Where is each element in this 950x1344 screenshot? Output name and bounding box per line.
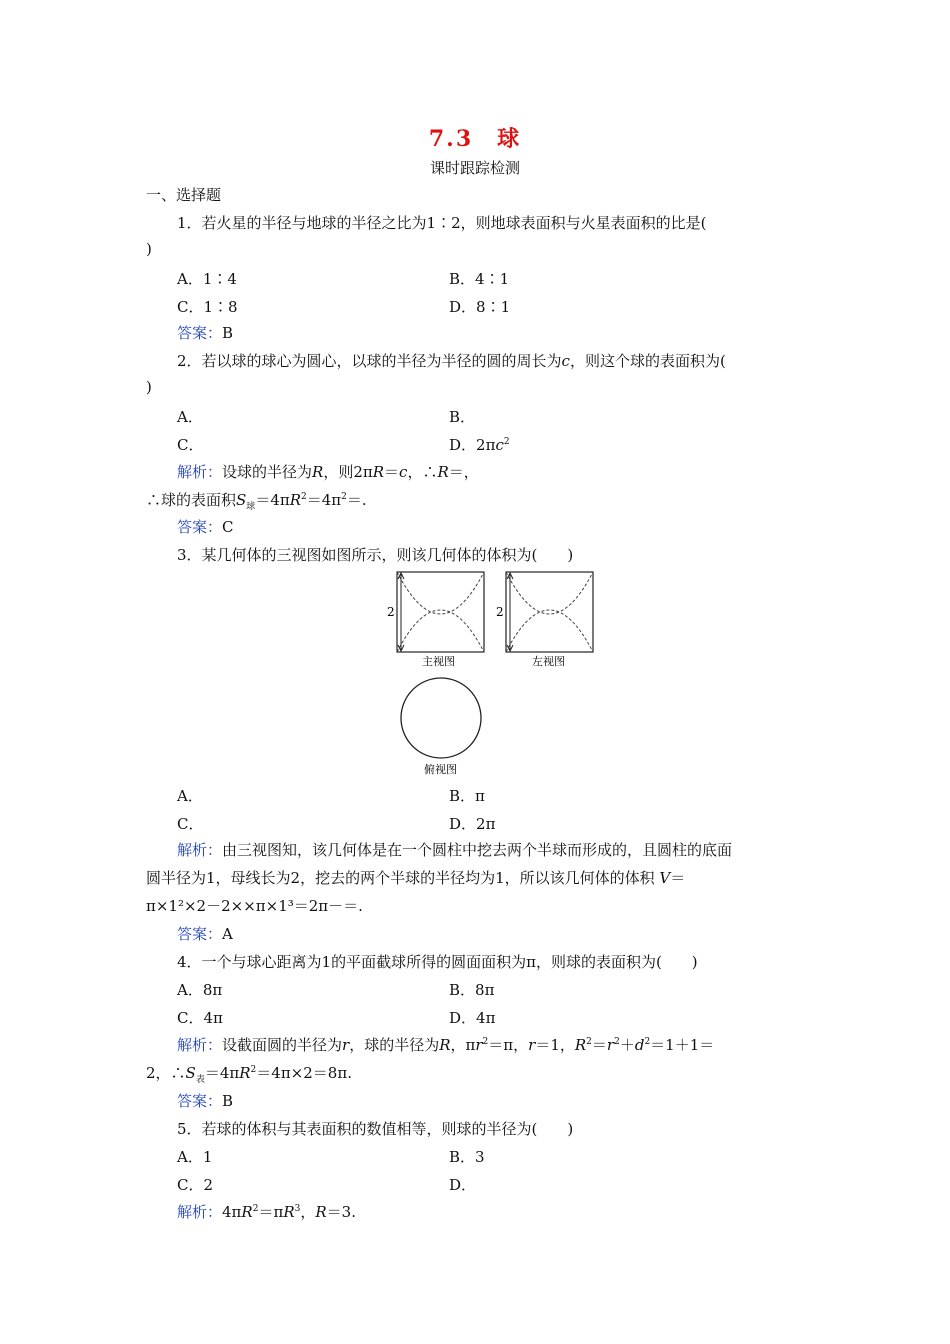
text: ＝4π	[306, 491, 342, 509]
q2-stem	[177, 350, 726, 371]
page-subtitle: 课时跟踪检测	[429, 159, 520, 177]
var-c: c	[495, 436, 504, 454]
text: ＝3.	[326, 1203, 356, 1221]
q3-analysis-line2	[146, 867, 685, 888]
q4-answer	[177, 1090, 233, 1111]
top-view-circle	[401, 678, 481, 758]
exponent: 3	[294, 1204, 301, 1214]
q1-option-a: A．1∶4	[177, 270, 237, 288]
q5-option-b: B．3	[449, 1148, 485, 1166]
text: ＝1＋1＝	[650, 1036, 715, 1054]
q3-option-d: D．2π	[449, 815, 496, 833]
q1-stem-end: )	[146, 240, 152, 258]
text: ＋	[619, 1036, 635, 1054]
q4-analysis-line1	[177, 1034, 714, 1055]
var-r-small: r	[342, 1036, 350, 1054]
var-r: R	[289, 491, 302, 509]
q2-stem-text: 2．若以球的球心为圆心，以球的半径为半径的圆的周长为	[177, 352, 562, 370]
exponent: 2	[586, 1037, 592, 1047]
q5-option-c: C．2	[177, 1176, 214, 1194]
var-r: R	[239, 1064, 251, 1082]
text: 设球的半径为	[222, 463, 313, 481]
exponent: 2	[503, 437, 510, 447]
text: ，则2π	[323, 463, 373, 481]
q2-stem-tail: ，则这个球的表面积为(	[569, 352, 726, 370]
var-r: R	[312, 463, 324, 481]
text: ＝，	[448, 463, 479, 481]
var-r: R	[283, 1203, 295, 1221]
exponent: 2	[644, 1037, 651, 1047]
q3-stem: 3．某几何体的三视图如图所示，则该几何体的体积为( )	[177, 546, 574, 564]
var-d: d	[634, 1036, 645, 1054]
q2-stem-end: )	[146, 378, 152, 396]
text: 设截面圆的半径为	[222, 1036, 343, 1054]
var-s: S	[236, 491, 247, 509]
q4-option-d: D．4π	[449, 1009, 496, 1027]
var-c: c	[561, 352, 570, 370]
q1-option-c: C．1∶8	[177, 298, 238, 316]
q1-option-b: B．4∶1	[449, 270, 510, 288]
text: ＝π	[258, 1203, 284, 1221]
q2-analysis-line1	[177, 461, 479, 482]
text: ＝	[384, 463, 400, 481]
q5-option-a: A．1	[177, 1148, 213, 1166]
var-s: S	[185, 1064, 196, 1082]
q3-analysis-line1	[177, 839, 732, 860]
text: ∴球的表面积	[146, 491, 237, 509]
exponent: 2	[341, 492, 347, 502]
q2-option-b: B．	[449, 408, 476, 426]
q4-stem: 4．一个与球心距离为1的平面截球所得的圆面面积为π，则球的表面积为( )	[177, 953, 698, 971]
q1-answer	[177, 322, 233, 343]
text: ，π	[450, 1036, 476, 1054]
side-view-frame	[506, 572, 593, 652]
front-view	[387, 572, 484, 668]
q5-stem: 5．若球的体积与其表面积的数值相等，则球的半径为( )	[177, 1120, 574, 1138]
q4-analysis-line2	[146, 1062, 352, 1083]
answer-label: 答案：	[177, 925, 223, 943]
q3-option-c: C．	[177, 815, 204, 833]
var-r-small: r	[475, 1036, 483, 1054]
text: 圆半径为1，母线长为2，挖去的两个半球的半径均为1，所以该几何体的体积	[146, 869, 655, 887]
side-view-upper-arc	[506, 572, 593, 614]
var-r: R	[372, 463, 385, 481]
dimension-label: 2	[387, 605, 395, 619]
text: 2，∴	[146, 1064, 186, 1082]
q3-analysis-line3: π×1²×2－2××π×1³＝2π－＝.	[146, 897, 363, 915]
var-r: R	[315, 1203, 327, 1221]
subscript: 球	[246, 502, 256, 512]
exponent: 2	[301, 492, 307, 502]
q1-option-d: D．8∶1	[449, 298, 511, 316]
exponent: 2	[250, 1065, 257, 1075]
exponent: 2	[614, 1037, 620, 1047]
var-r-small: r	[528, 1036, 536, 1054]
q3-option-b: B．π	[449, 787, 485, 805]
q5-analysis-line1	[177, 1201, 356, 1222]
text: ＝	[670, 869, 686, 887]
q4-option-a: A．8π	[177, 981, 223, 999]
var-r: R	[437, 463, 449, 481]
text: ＝π，	[488, 1036, 529, 1054]
three-view-figure	[380, 566, 610, 776]
side-view	[496, 572, 593, 668]
top-view-label: 俯视图	[424, 763, 457, 776]
var-r: R	[241, 1203, 253, 1221]
q5-option-d: D．	[449, 1176, 477, 1194]
text: ，球的半径为	[349, 1036, 440, 1054]
top-view	[401, 678, 481, 776]
answer-value: B	[222, 1092, 234, 1110]
side-view-lower-arc	[506, 610, 593, 652]
text: 4π	[222, 1203, 242, 1221]
text: ，∴	[407, 463, 438, 481]
q4-option-b: B．8π	[449, 981, 495, 999]
side-view-label: 左视图	[532, 655, 565, 668]
q3-option-a: A．	[177, 787, 203, 805]
text: 由三视图知，该几何体是在一个圆柱中挖去两个半球而形成的，且圆柱的底面	[222, 841, 733, 859]
answer-label: 答案：	[177, 518, 223, 536]
subscript: 表	[195, 1075, 205, 1085]
text: ＝4π×2＝8π.	[256, 1064, 352, 1082]
text: ＝4π	[204, 1064, 240, 1082]
var-r: R	[574, 1036, 587, 1054]
exponent: 2	[482, 1037, 489, 1047]
page-title: 7.3 球	[428, 126, 522, 152]
answer-value: C	[222, 518, 234, 536]
analysis-label: 解析：	[177, 841, 223, 859]
dimension-label: 2	[496, 605, 504, 619]
var-r-small: r	[606, 1036, 615, 1054]
analysis-label: 解析：	[177, 1203, 223, 1221]
section-heading: 一、选择题	[146, 186, 222, 204]
q2-option-a: A．	[177, 408, 203, 426]
var-v: V	[659, 869, 671, 887]
q2-option-d-text: D．2π	[449, 436, 496, 454]
text: ＝.	[346, 491, 367, 509]
front-view-upper-arc	[397, 572, 484, 614]
front-view-frame	[397, 572, 484, 652]
answer-label: 答案：	[177, 1092, 223, 1110]
q2-analysis-line2	[146, 489, 367, 510]
answer-value: B	[222, 324, 234, 342]
front-view-label: 主视图	[422, 655, 455, 668]
var-c: c	[399, 463, 408, 481]
q3-answer	[177, 923, 233, 944]
answer-label: 答案：	[177, 324, 223, 342]
q1-stem: 1．若火星的半径与地球的半径之比为1∶2，则地球表面积与火星表面积的比是(	[177, 214, 707, 232]
q2-answer	[177, 516, 234, 537]
exponent: 2	[252, 1204, 259, 1214]
analysis-label: 解析：	[177, 1036, 223, 1054]
analysis-label: 解析：	[177, 463, 223, 481]
text: ＝1，	[535, 1036, 575, 1054]
q2-option-c: C．	[177, 436, 204, 454]
q4-option-c: C．4π	[177, 1009, 223, 1027]
answer-value: A	[222, 925, 233, 943]
text: ，	[300, 1203, 316, 1221]
front-view-lower-arc	[397, 610, 484, 652]
q2-option-d	[449, 434, 510, 455]
text: ＝4π	[255, 491, 290, 509]
var-r: R	[439, 1036, 451, 1054]
text: ＝	[591, 1036, 607, 1054]
